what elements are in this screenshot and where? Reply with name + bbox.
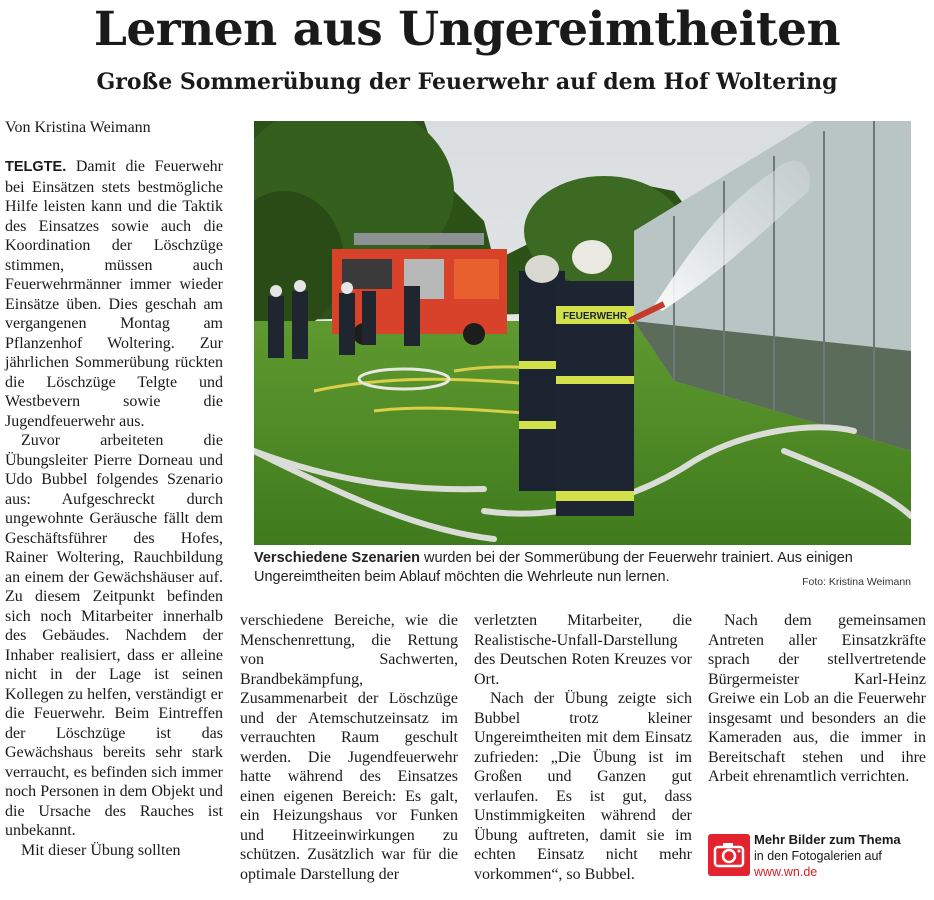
paragraph-text: Damit die Feuerwehr bei Einsätzen stets bestmögliche Hilfe leisten kann und die Taktik des Einsatzes sowie auch die Koordination der Löschzüge stimmen, müssen auch Feuerwehrmänner immer wieder Einsätze üben. Dies geschah am vergangenen Montag am Pflanzenhof Woltering. Zur jährlichen Sommerübung rückten die Löschzüge Telgte und Westbevern sowie die Jugendfeuerwehr aus. [5, 158, 224, 430]
paragraph: Nach der Übung zeigte sich Bubbel trotz kleiner Ungereimtheiten mit dem Einsatz zufrieden: „Die Übung ist im Großen und Ganzen gut verlaufen. Es ist gut, dass Unstimmigkeiten während der Übung auftreten, damit sie im echten Einsatz nicht mehr vorkommen“, so Bubbel. [474, 690, 692, 883]
jacket-lettering: FEUERWEHR [562, 311, 628, 322]
dateline: TELGTE. [5, 159, 67, 175]
more-photos-promo[interactable] [708, 832, 918, 882]
paragraph [5, 157, 223, 431]
paragraph: Mit dieser Übung sollten [21, 841, 181, 859]
photo-credit: Foto: Kristina Weimann [802, 576, 911, 588]
article-column-1 [5, 157, 223, 860]
paragraph: verletzten Mitarbeiter, die Realistische-Unfall-Darstellung des Deutschen Roten Kreuzes vor Ort. [474, 612, 692, 688]
article-column-3 [474, 611, 692, 884]
caption-lead: Verschiedene Szenarien [254, 550, 421, 566]
subheadline: Große Sommerübung der Feuerwehr auf dem Hof Woltering [96, 69, 838, 95]
caption-text: wurden bei der Sommerübung der Feuerwehr trainiert. Aus einigen Ungereimtheiten beim Ablauf möchten die Wehrleute nun lernen. [254, 550, 853, 585]
firefighters-photo [254, 121, 911, 545]
author-byline: Von Kristina Weimann [5, 119, 151, 136]
headline: Lernen aus Ungereimtheiten [93, 2, 841, 57]
promo-link[interactable]: www.wn.de [754, 865, 818, 879]
article-photo [254, 121, 911, 545]
paragraph: verschiedene Bereiche, wie die Menschenrettung, die Rettung von Sachwerten, Brandbekämpfung, Zusammenarbeit der Löschzüge und der Atemschutzeinsatz im verrauchten Raum geschult werden. Die Jugendfeuerwehr hatte während des Einsatzes einen eigenen Bereich: Es galt, ein Heizungshaus vor Funken und Hitzeeinwirkungen zu schützen. Zusätzlich war für die optimale Darstellung der [240, 612, 458, 883]
paragraph: Zuvor arbeiteten die Übungsleiter Pierre Dorneau und Udo Bubbel folgendes Szenario aus: Aufgeschreckt durch ungewohnte Geräusche fällt dem Geschäftsführer des Hofes, Rainer Woltering, Rauchbildung an einem der Gewächshäuser auf. Zu diesem Zeitpunkt befinden sich noch Mitarbeiter innerhalb des Gebäudes. Nachdem der Inhaber realisiert, dass er alleine nicht in der Lage ist seinen Kollegen zu helfen, verständigt er die Feuerwehr. Beim Eintreffen der Löschzüge ist das Gewächshaus bereits sehr stark verraucht, es befinden sich immer noch Personen in dem Objekt und die Ursache des Rauches ist unbekannt. [5, 432, 223, 839]
article-column-4 [708, 611, 926, 787]
paragraph: Nach dem gemeinsamen Antreten aller Einsatzkräfte sprach der stellvertretende Bürgermeister Karl-Heinz Greiwe ein Lob an die Feuerwehr insgesamt und besonders an die Kameraden aus, die immer in Bereitschaft stehen und ihre Arbeit ehrenamtlich verrichten. [708, 612, 926, 785]
promo-subtitle: in den Fotogalerien auf [754, 849, 882, 863]
promo-title: Mehr Bilder zum Thema [754, 832, 901, 847]
article-column-2 [240, 611, 458, 884]
camera-icon [708, 834, 750, 876]
